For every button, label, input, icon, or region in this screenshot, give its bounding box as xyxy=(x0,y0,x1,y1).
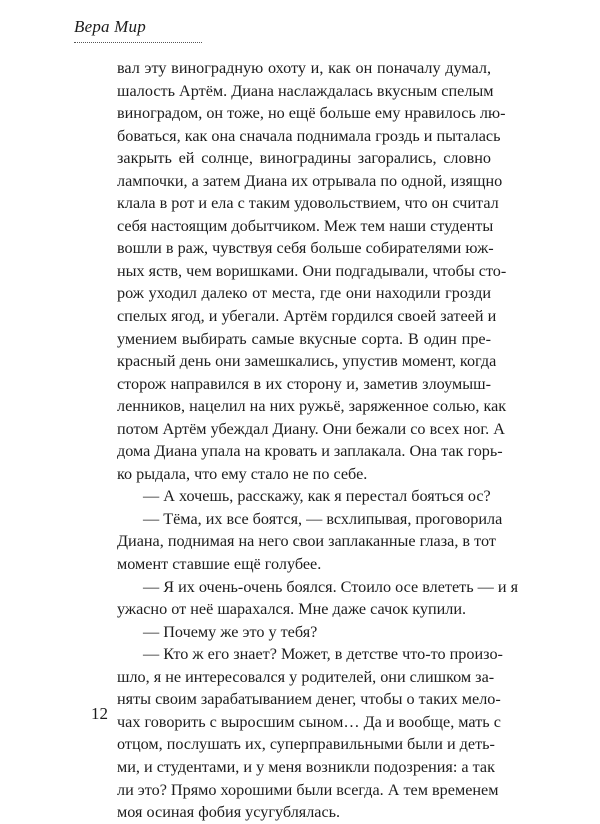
text-line: чах говорить с выросшим сыном… Да и вообще, мать с xyxy=(117,712,501,731)
text-line: момент ставшие ещё голубее. xyxy=(117,555,322,574)
running-head-author: Вера Мир xyxy=(74,17,146,36)
page-number: 12 xyxy=(91,704,108,723)
text-line: умением выбирать самые вкусные сорта. В один пре- xyxy=(117,329,491,348)
text-line: — А хочешь, расскажу, как я перестал бояться ос? xyxy=(143,487,491,506)
text-line: клала в рот и ела с таким удовольствием, что он считал xyxy=(117,194,499,213)
text-line: ко рыдала, что ему стало не по себе. xyxy=(117,464,368,483)
text-line: вошли в раж, чувствуя себя больше собирателями юж- xyxy=(117,239,494,258)
text-line: отцом, послушать их, суперправильными были и деть- xyxy=(117,735,495,754)
text-line: моя осиная фобия усугублялась. xyxy=(117,803,341,822)
text-line: ных яств, чем воришками. Они подгадывали, чтобы сто- xyxy=(117,261,507,280)
body-text xyxy=(117,57,519,824)
text-line: виноградом, он тоже, но ещё больше ему нравилось лю- xyxy=(117,104,506,123)
text-line: ли это? Прямо хорошими были всегда. А тем временем xyxy=(117,780,499,799)
text-line: рож уходил далеко от места, где они находили грозди xyxy=(117,284,491,303)
text-line: шло, я не интересовался у родителей, они слишком за- xyxy=(117,667,495,686)
text-line: няты своим зарабатыванием денег, чтобы о таких мело- xyxy=(117,690,501,709)
text-line: Диана, поднимая на него свои заплаканные глаза, в тот xyxy=(117,532,496,551)
text-line: закрыть ей солнце, виноградины загорались, словно xyxy=(117,149,491,168)
text-line: ленников, нацелил на них ружьё, заряженное солью, как xyxy=(117,397,507,416)
text-line: красный день они замешкались, упустив момент, когда xyxy=(117,352,497,371)
text-line: боваться, как она сначала поднимала гроздь и пыталась xyxy=(117,126,501,145)
text-line: — Тёма, их все боятся, — всхлипывая, проговорила xyxy=(143,509,503,528)
text-line: вал эту виноградную охоту и, как он поначалу думал, xyxy=(117,59,491,77)
running-head-rule xyxy=(74,42,202,43)
text-line: спелых ягод, и убегали. Артём гордился своей затеей и xyxy=(117,307,497,326)
text-line: ми, и студентами, и у меня возникли подозрения: а так xyxy=(117,757,495,776)
text-line: дома Диана упала на кровать и заплакала. Она так горь- xyxy=(117,442,503,461)
text-line: ужасно от неё шарахался. Мне даже сачок купили. xyxy=(117,600,467,619)
text-line: — Я их очень-очень боялся. Стоило осе влететь — и я xyxy=(143,577,519,596)
text-line: себя настоящим добытчиком. Меж тем наши студенты xyxy=(117,216,494,235)
text-line: — Кто ж его знает? Может, в детстве что-то произо- xyxy=(143,645,503,664)
text-line: сторож направился в их сторону и, заметив злоумыш- xyxy=(117,374,491,393)
text-line: — Почему же это у тебя? xyxy=(143,622,318,641)
text-line: лампочки, а затем Диана их отрывала по одной, изящно xyxy=(117,171,503,190)
text-line: потом Артём убеждал Диану. Они бежали со всех ног. А xyxy=(117,419,505,438)
text-line: шалость Артём. Диана наслаждалась вкусным спелым xyxy=(117,81,494,100)
